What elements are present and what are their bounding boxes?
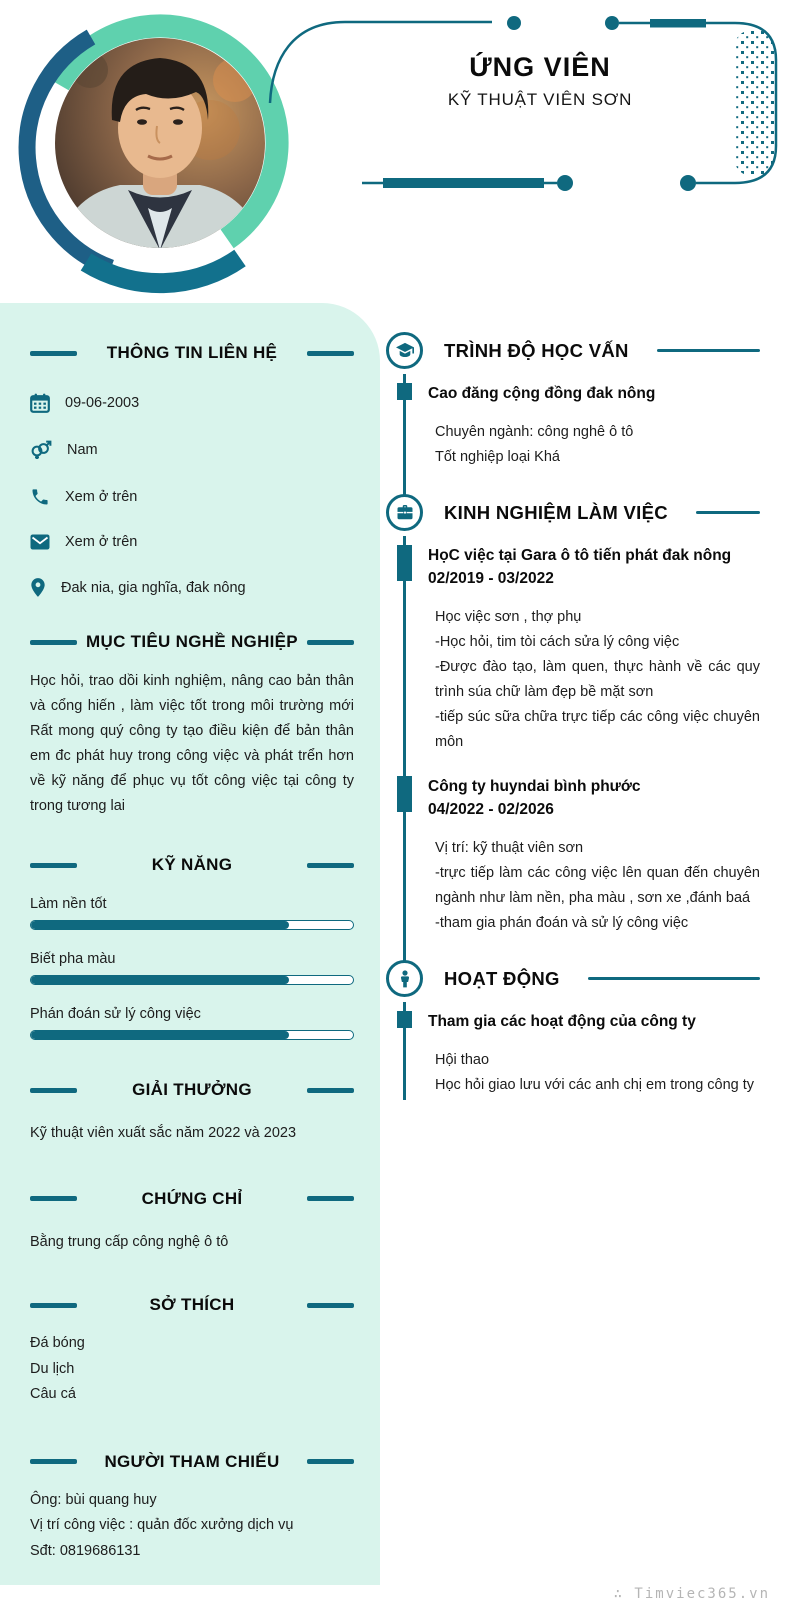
objective-heading — [30, 632, 354, 652]
awards-heading-label: GIẢI THƯỞNG — [132, 1080, 252, 1099]
heading-dash — [307, 1459, 354, 1464]
skill-label: Phán đoán sử lý công việc — [30, 1006, 201, 1022]
heading-dash — [307, 640, 354, 645]
job-period: 02/2019 - 03/2022 — [428, 570, 554, 587]
activities-entries — [380, 1010, 760, 1098]
activity-detail-line: Học hỏi giao lưu với các anh chị em trong công ty — [435, 1077, 755, 1093]
heading-dash — [30, 1459, 77, 1464]
skill-label: Biết pha màu — [30, 951, 116, 967]
job-details — [428, 836, 760, 936]
experience-entries — [380, 544, 760, 936]
skills-heading-label: KỸ NĂNG — [151, 855, 233, 874]
experience-heading-label: KINH NGHIỆM LÀM VIỆC — [444, 501, 668, 523]
hobby-item: Du lịch — [30, 1360, 75, 1377]
calendar-icon — [30, 393, 50, 413]
birthdate-value: 09-06-2003 — [65, 395, 140, 411]
award-item: Kỹ thuật viên xuất sắc năm 2022 và 2023 — [30, 1125, 297, 1141]
mail-icon — [30, 534, 50, 550]
skill-label: Làm nền tốt — [30, 896, 107, 912]
heading-dash — [30, 863, 77, 868]
heading-line — [696, 511, 760, 514]
contact-list — [30, 393, 354, 598]
thick-bar — [383, 178, 544, 188]
sidebar — [0, 303, 380, 1585]
hobby-item: Đá bóng — [30, 1335, 85, 1351]
teal-arc — [86, 258, 240, 283]
job-detail-line: -tiếp súc sữa chữa trực tiếp các công việc chuyên môn — [435, 709, 760, 750]
job-detail-line: -tham gia phán đoán và sử lý công việc — [435, 915, 689, 931]
job-detail-line: Vị trí: kỹ thuật viên sơn — [435, 840, 584, 856]
main-column — [380, 332, 800, 1122]
reference-position: Vị trí công việc : quản đốc xưởng dịch vụ — [30, 1517, 294, 1533]
experience-entry — [428, 775, 760, 936]
reference-name: Ông: bùi quang huy — [30, 1491, 157, 1508]
skill-progress-bar — [30, 975, 354, 985]
certificates-heading — [30, 1189, 354, 1209]
gender-icon — [30, 440, 52, 460]
contact-row — [30, 577, 354, 598]
dot — [680, 175, 696, 191]
activity-entry — [428, 1010, 760, 1098]
profile-photo — [55, 38, 265, 260]
email-value: Xem ở trên — [65, 534, 138, 550]
page-title: ỨNG VIÊN — [469, 52, 611, 82]
heading-line — [657, 349, 760, 352]
heading-dash — [30, 1196, 77, 1201]
timeline-marker — [397, 545, 412, 581]
dot — [557, 175, 573, 191]
hobby-item: Câu cá — [30, 1386, 76, 1402]
objective-heading-label: MỤC TIÊU NGHỀ NGHIỆP — [86, 632, 298, 651]
activities-heading — [380, 960, 760, 997]
navy-arc — [27, 37, 111, 268]
heading-dash — [307, 863, 354, 868]
heading-dash — [30, 351, 77, 356]
timeline-marker — [397, 383, 412, 400]
timeline-marker — [397, 1011, 412, 1028]
school-name: Cao đăng cộng đồng đak nông — [428, 385, 656, 402]
watermark: ∴ Timviec365.vn — [613, 1586, 770, 1602]
job-title: Công ty huyndai bình phước — [428, 778, 641, 795]
activity-title: Tham gia các hoạt động của công ty — [428, 1013, 696, 1030]
certificate-item: Bằng trung cấp công nghệ ô tô — [30, 1233, 229, 1250]
job-detail-line: -Được đào tạo, làm quen, thực hành về các quy trình súa chữ làm đẹp bề mặt sơn — [435, 659, 760, 700]
contact-row — [30, 534, 354, 550]
contact-heading-label: THÔNG TIN LIÊN HỆ — [106, 343, 278, 362]
heading-dash — [307, 1088, 354, 1093]
thick-bar — [650, 19, 706, 28]
skills-heading — [30, 855, 354, 875]
briefcase-icon — [386, 494, 423, 531]
certificates-heading-label: CHỨNG CHỈ — [141, 1188, 243, 1208]
awards-heading — [30, 1080, 354, 1100]
skill-progress-fill — [31, 921, 289, 929]
experience-section — [380, 494, 760, 936]
hobbies-heading — [30, 1295, 354, 1315]
mint-arc — [59, 26, 277, 239]
skill-progress-bar — [30, 920, 354, 930]
hobbies-list — [30, 1331, 354, 1408]
header-decoration — [0, 0, 800, 300]
job-detail-line: -trực tiếp làm các công việc lên quan đến chuyên ngành như làm nền, pha màu , sơn xe ,đánh baá — [435, 865, 760, 906]
education-heading-label: TRÌNH ĐỘ HỌC VẤN — [444, 339, 629, 361]
rounded-frame — [696, 23, 776, 183]
education-entry — [428, 382, 760, 470]
job-period: 04/2022 - 02/2026 — [428, 801, 554, 818]
activity-detail-line: Hội thao — [435, 1052, 490, 1068]
person-icon — [386, 960, 423, 997]
gender-value: Nam — [67, 442, 98, 458]
reference-phone: Sđt: 0819686131 — [30, 1542, 141, 1559]
heading-dash — [307, 1196, 354, 1201]
experience-entry — [428, 544, 760, 755]
references-heading — [30, 1452, 354, 1472]
heading-dash — [307, 351, 354, 356]
phone-icon — [30, 487, 50, 507]
contact-row — [30, 393, 354, 413]
job-details — [428, 605, 760, 755]
job-title: HọC việc tại Gara ô tô tiến phát đak nông — [428, 547, 732, 564]
heading-line — [588, 977, 760, 980]
address-value: Đak nia, gia nghĩa, đak nông — [61, 579, 246, 596]
contact-row — [30, 487, 354, 507]
location-icon — [30, 577, 46, 598]
objective-text: Học hỏi, trao dồi kinh nghiệm, nâng cao bản thân và cổng hiến , làm việc tốt trong môi trường mới Rất mong quý công ty tạo điều kiện để bản thân em đc phát huy trong công việc và phát trển hơn về kỹ năng để phục vụ tốt công việc tại công ty trong tương lai — [30, 673, 354, 814]
contact-row — [30, 440, 354, 460]
timeline-marker — [397, 776, 412, 812]
skill-progress-fill — [31, 976, 289, 984]
job-detail-line: -Học hỏi, tim tòi cách sửa lý công việc — [435, 634, 680, 650]
references-list — [30, 1488, 354, 1565]
heading-dash — [30, 640, 77, 645]
hobbies-heading-label: SỞ THÍCH — [149, 1295, 235, 1314]
activities-heading-label: HOẠT ĐỘNG — [444, 967, 560, 989]
heading-dash — [30, 1303, 77, 1308]
education-entries — [380, 382, 760, 470]
dot-pattern — [734, 30, 774, 176]
heading-dash — [30, 1088, 77, 1093]
graduation-cap-icon — [386, 332, 423, 369]
skills-list — [30, 896, 354, 1040]
dot — [605, 16, 619, 30]
activities-section — [380, 960, 760, 1098]
job-detail-line: Học việc sơn , thợ phụ — [435, 609, 582, 625]
experience-heading — [380, 494, 760, 531]
skill-progress-bar — [30, 1030, 354, 1040]
activity-details — [428, 1048, 760, 1098]
references-heading-label: NGƯỜI THAM CHIẾU — [104, 1451, 280, 1471]
contact-heading — [30, 343, 354, 363]
dot — [507, 16, 521, 30]
education-details — [428, 420, 760, 470]
education-grade: Tốt nghiệp loại Khá — [435, 449, 560, 465]
education-major: Chuyên ngành: công nghê ô tô — [435, 424, 634, 440]
education-heading — [380, 332, 760, 369]
education-section — [380, 332, 760, 470]
page-subtitle: KỸ THUẬT VIÊN SƠN — [447, 90, 633, 109]
title-block — [380, 52, 700, 110]
skill-progress-fill — [31, 1031, 289, 1039]
phone-value: Xem ở trên — [65, 489, 138, 505]
heading-dash — [307, 1303, 354, 1308]
